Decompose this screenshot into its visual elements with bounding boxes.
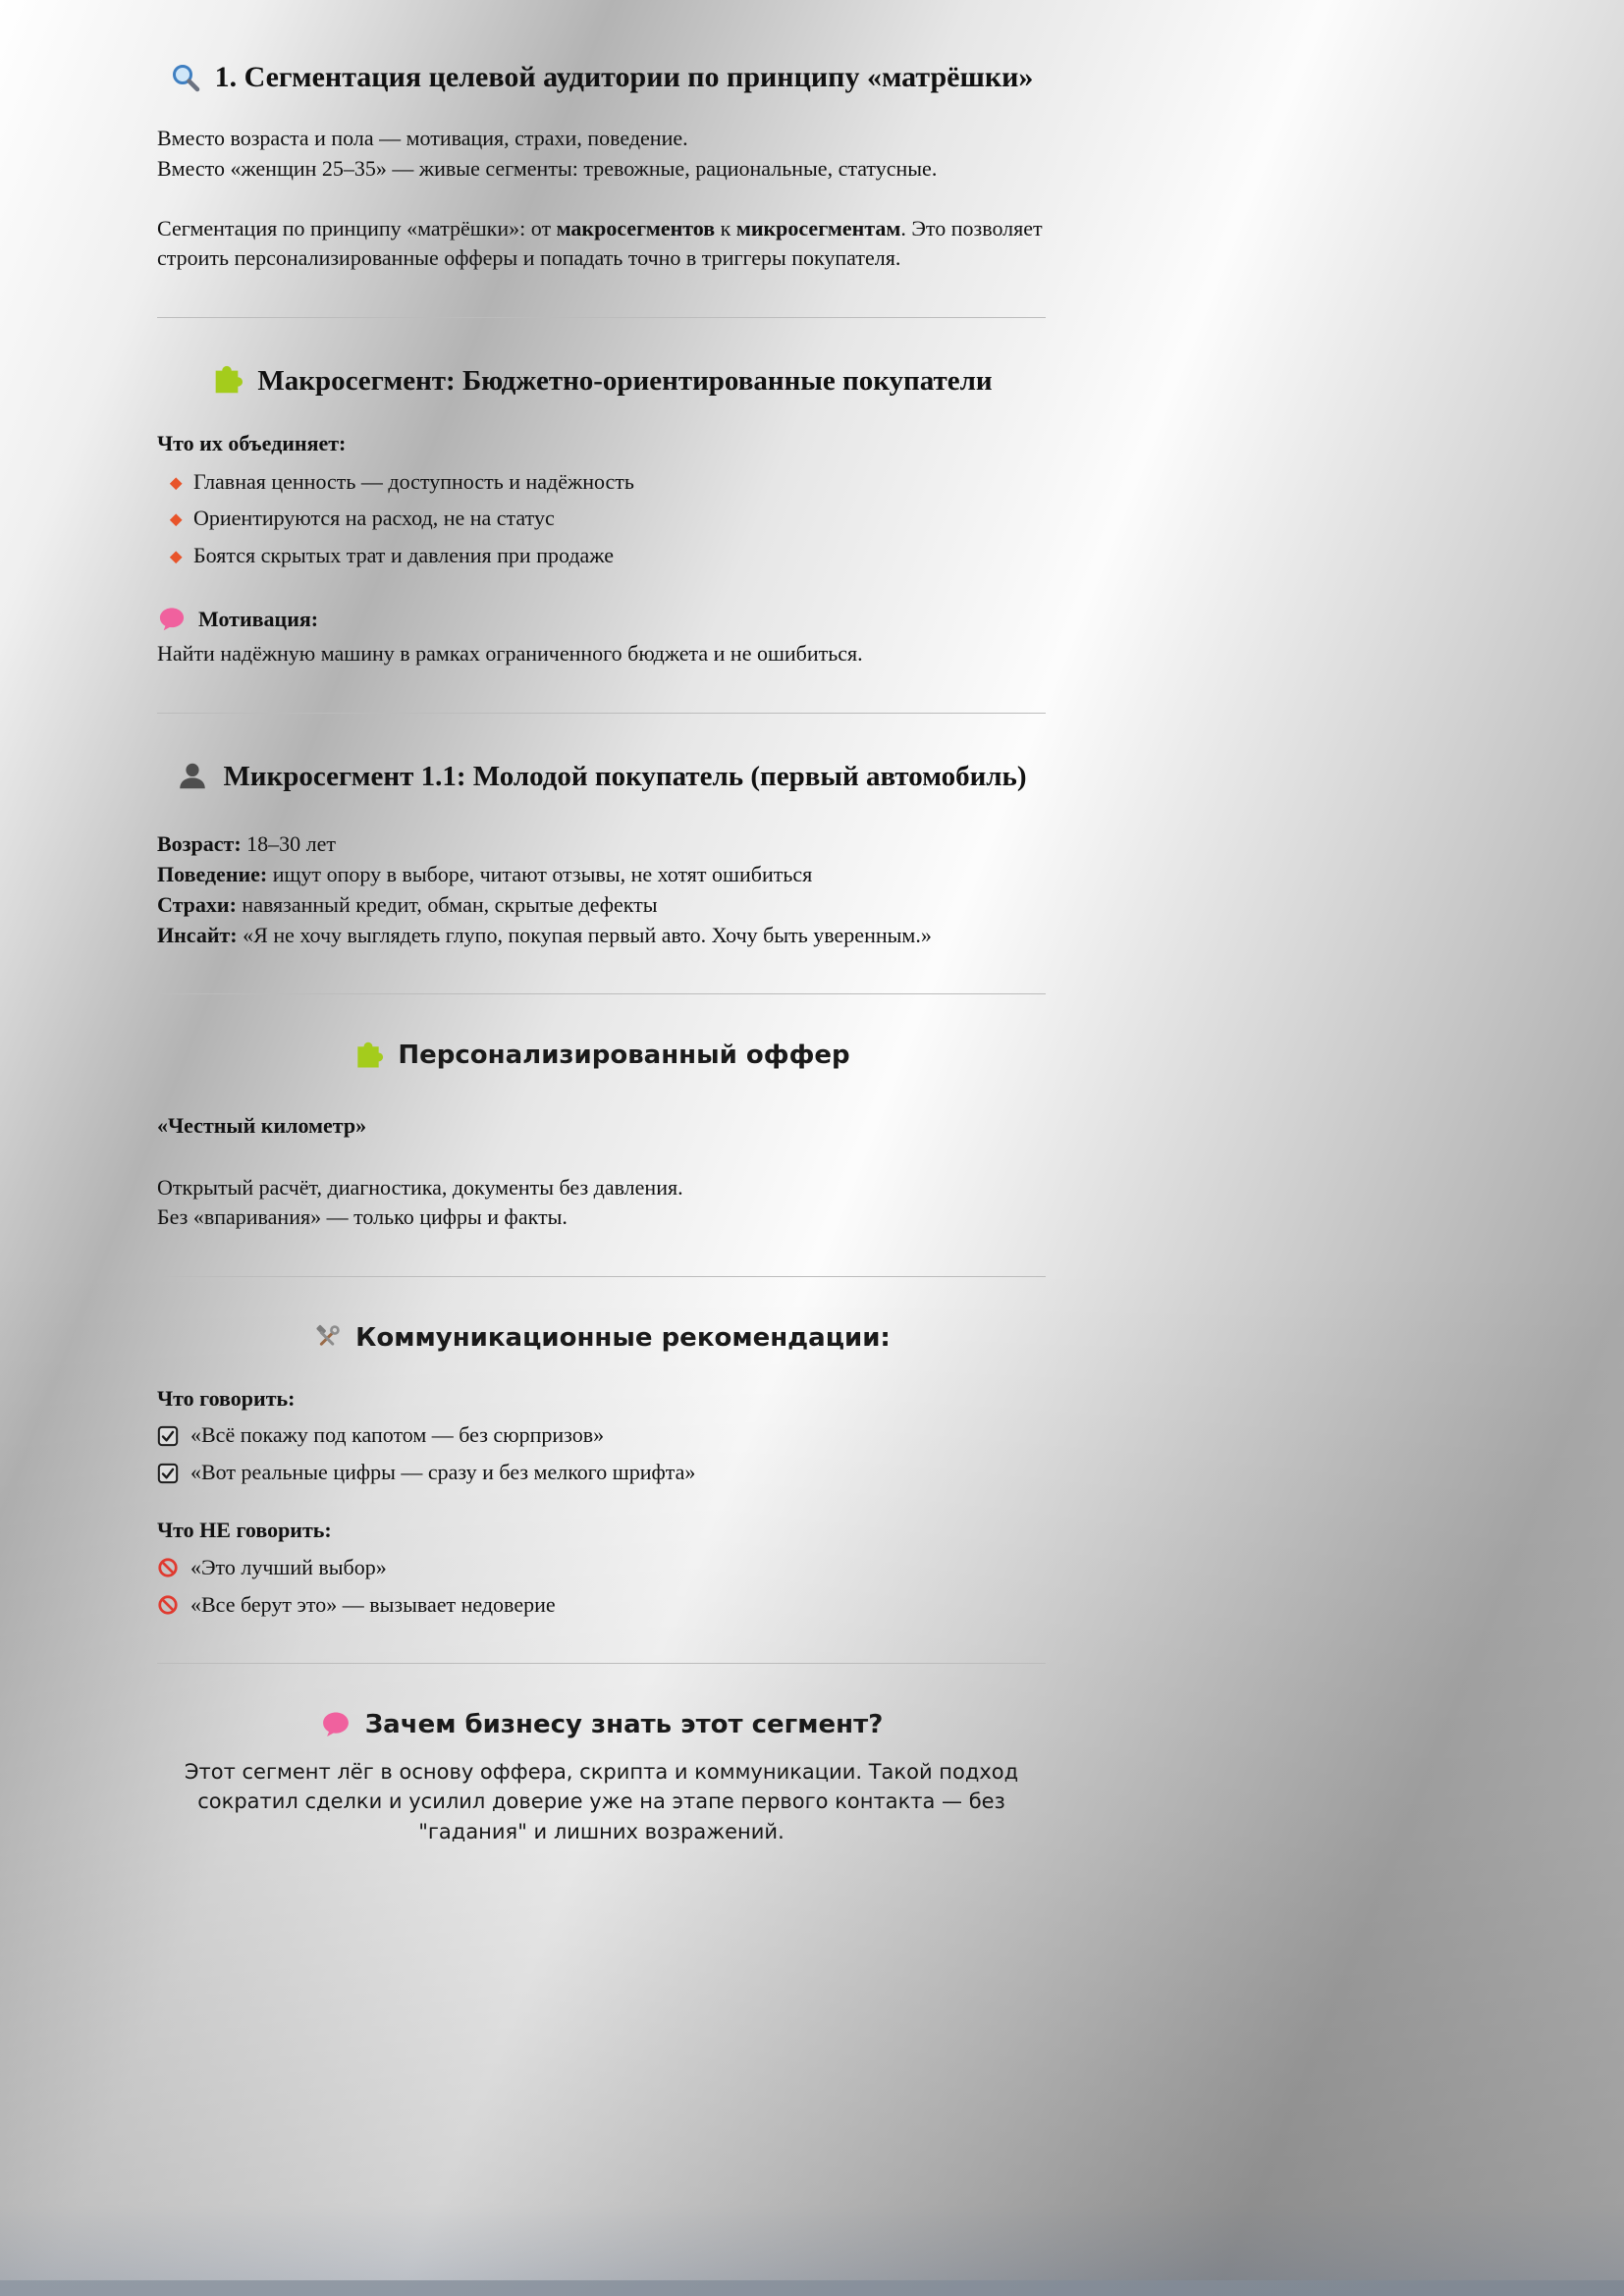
page-title: [157, 57, 1046, 98]
profile-row-label: Поведение:: [157, 861, 268, 886]
profile-row: [157, 829, 1046, 860]
list-item-text: Главная ценность — доступность и надёжность: [193, 468, 634, 494]
intro-paragraph-post: . Это позволяет строить персонализированные офферы и попадать точно в триггеры покупателя.: [157, 215, 1043, 271]
intro-paragraph-bold-2: микросегментам: [735, 215, 901, 240]
divider: [157, 713, 1046, 714]
profile-row-label: Страхи:: [157, 891, 237, 917]
macro-bullet-list: [157, 467, 1046, 571]
content-column: [157, 57, 1046, 1846]
profile-row-text: ищут опору в выборе, читают отзывы, не хотят ошибиться: [267, 861, 813, 886]
list-item-text: Ориентируются на расход, не на статус: [193, 506, 555, 531]
micro-heading: [157, 757, 1046, 797]
micro-heading-text: Микросегмент 1.1: Молодой покупатель (первый автомобиль): [223, 760, 1027, 792]
diamond-bullet-icon: [170, 552, 183, 564]
why-heading-text: Зачем бизнесу знать этот сегмент?: [364, 1710, 884, 1740]
profile-row: [157, 890, 1046, 921]
diamond-bullet-icon: [170, 477, 183, 490]
list-item: [171, 467, 1046, 498]
profile-row-text: «Я не хочу выглядеть глупо, покупая первый авто. Хочу быть уверенным.»: [237, 922, 932, 947]
offer-name: «Честный километр»: [157, 1112, 367, 1138]
intro-line-2: Вместо «женщин 25–35» — живые сегменты: тревожные, рациональные, статусные.: [157, 155, 938, 181]
divider: [157, 993, 1046, 994]
prohibited-icon: [157, 1594, 179, 1616]
bottom-strip: [0, 2280, 1624, 2296]
offer-line-1: Открытый расчёт, диагностика, документы без давления.: [157, 1174, 683, 1200]
offer-line-2: Без «впаривания» — только цифры и факты.: [157, 1204, 568, 1230]
puzzle-icon: [352, 1041, 384, 1072]
comms-heading-text: Коммуникационные рекомендации:: [355, 1323, 891, 1354]
micro-profile: [157, 829, 1046, 950]
list-item-text: Боятся скрытых трат и давления при продаже: [193, 543, 614, 568]
offer-description: [157, 1173, 1046, 1234]
dont-item-text: «Это лучший выбор»: [190, 1554, 387, 1579]
divider: [157, 317, 1046, 318]
motivation-label: Мотивация:: [198, 606, 319, 631]
offer-heading-text: Персонализированный оффер: [398, 1041, 850, 1071]
checkbox-icon: [157, 1463, 179, 1484]
checkbox-icon: [157, 1425, 179, 1447]
profile-row-label: Инсайт:: [157, 922, 238, 947]
profile-row: [157, 860, 1046, 890]
dont-item: [157, 1590, 1046, 1621]
intro-line-1: Вместо возраста и пола — мотивация, страхи, поведение.: [157, 126, 688, 150]
intro-paragraph-pre: Сегментация по принципу «матрёшки»: от: [157, 215, 557, 240]
profile-row-text: 18–30 лет: [241, 831, 337, 857]
divider: [157, 1663, 1046, 1664]
list-item: [171, 504, 1046, 534]
macro-heading-text: Макросегмент: Бюджетно-ориентированные покупатели: [257, 365, 993, 398]
dont-item-text: «Все берут это» — вызывает недоверие: [190, 1591, 556, 1617]
motivation-label-row: [157, 605, 1046, 635]
divider: [157, 1276, 1046, 1277]
comms-heading: [157, 1320, 1046, 1356]
comms-say-label: Что говорить:: [157, 1385, 296, 1411]
intro-paragraph-bold-1: макросегментов: [556, 215, 716, 240]
macro-heading: [157, 361, 1046, 401]
say-item-text: «Вот реальные цифры — сразу и без мелкого шрифта»: [190, 1460, 696, 1485]
page-title-text: 1. Сегментация целевой аудитории по принципу «матрёшки»: [214, 61, 1034, 93]
list-item: [171, 541, 1046, 571]
profile-row-label: Возраст:: [157, 831, 242, 857]
intro-paragraph-mid: к: [715, 215, 736, 240]
offer-heading: [157, 1038, 1046, 1073]
say-item-text: «Всё покажу под капотом — без сюрпризов»: [190, 1422, 605, 1448]
comms-dont-label: Что НЕ говорить:: [157, 1517, 332, 1542]
why-heading: [157, 1707, 1046, 1742]
speech-balloon-icon: [320, 1709, 352, 1740]
dont-item: [157, 1553, 1046, 1583]
profile-row: [157, 921, 1046, 951]
why-text: Этот сегмент лёг в основу оффера, скрипта и коммуникации. Такой подход сократил сделки и усилил доверие уже на этапе первого контакта — без "гадания" и лишних возражений.: [184, 1759, 1019, 1843]
person-icon: [176, 760, 209, 793]
magnifier-icon: [170, 62, 201, 93]
prohibited-icon: [157, 1557, 179, 1578]
say-item: [157, 1420, 1046, 1451]
profile-row-text: навязанный кредит, обман, скрытые дефекты: [236, 891, 658, 917]
speech-balloon-icon: [157, 605, 187, 634]
motivation-text: Найти надёжную машину в рамках ограниченного бюджета и не ошибиться.: [157, 640, 863, 666]
puzzle-icon: [210, 364, 244, 398]
intro-paragraph: [157, 214, 1046, 275]
tools-icon: [312, 1323, 342, 1353]
say-item: [157, 1458, 1046, 1488]
macro-unites-label: Что их объединяет:: [157, 430, 347, 455]
diamond-bullet-icon: [170, 514, 183, 527]
